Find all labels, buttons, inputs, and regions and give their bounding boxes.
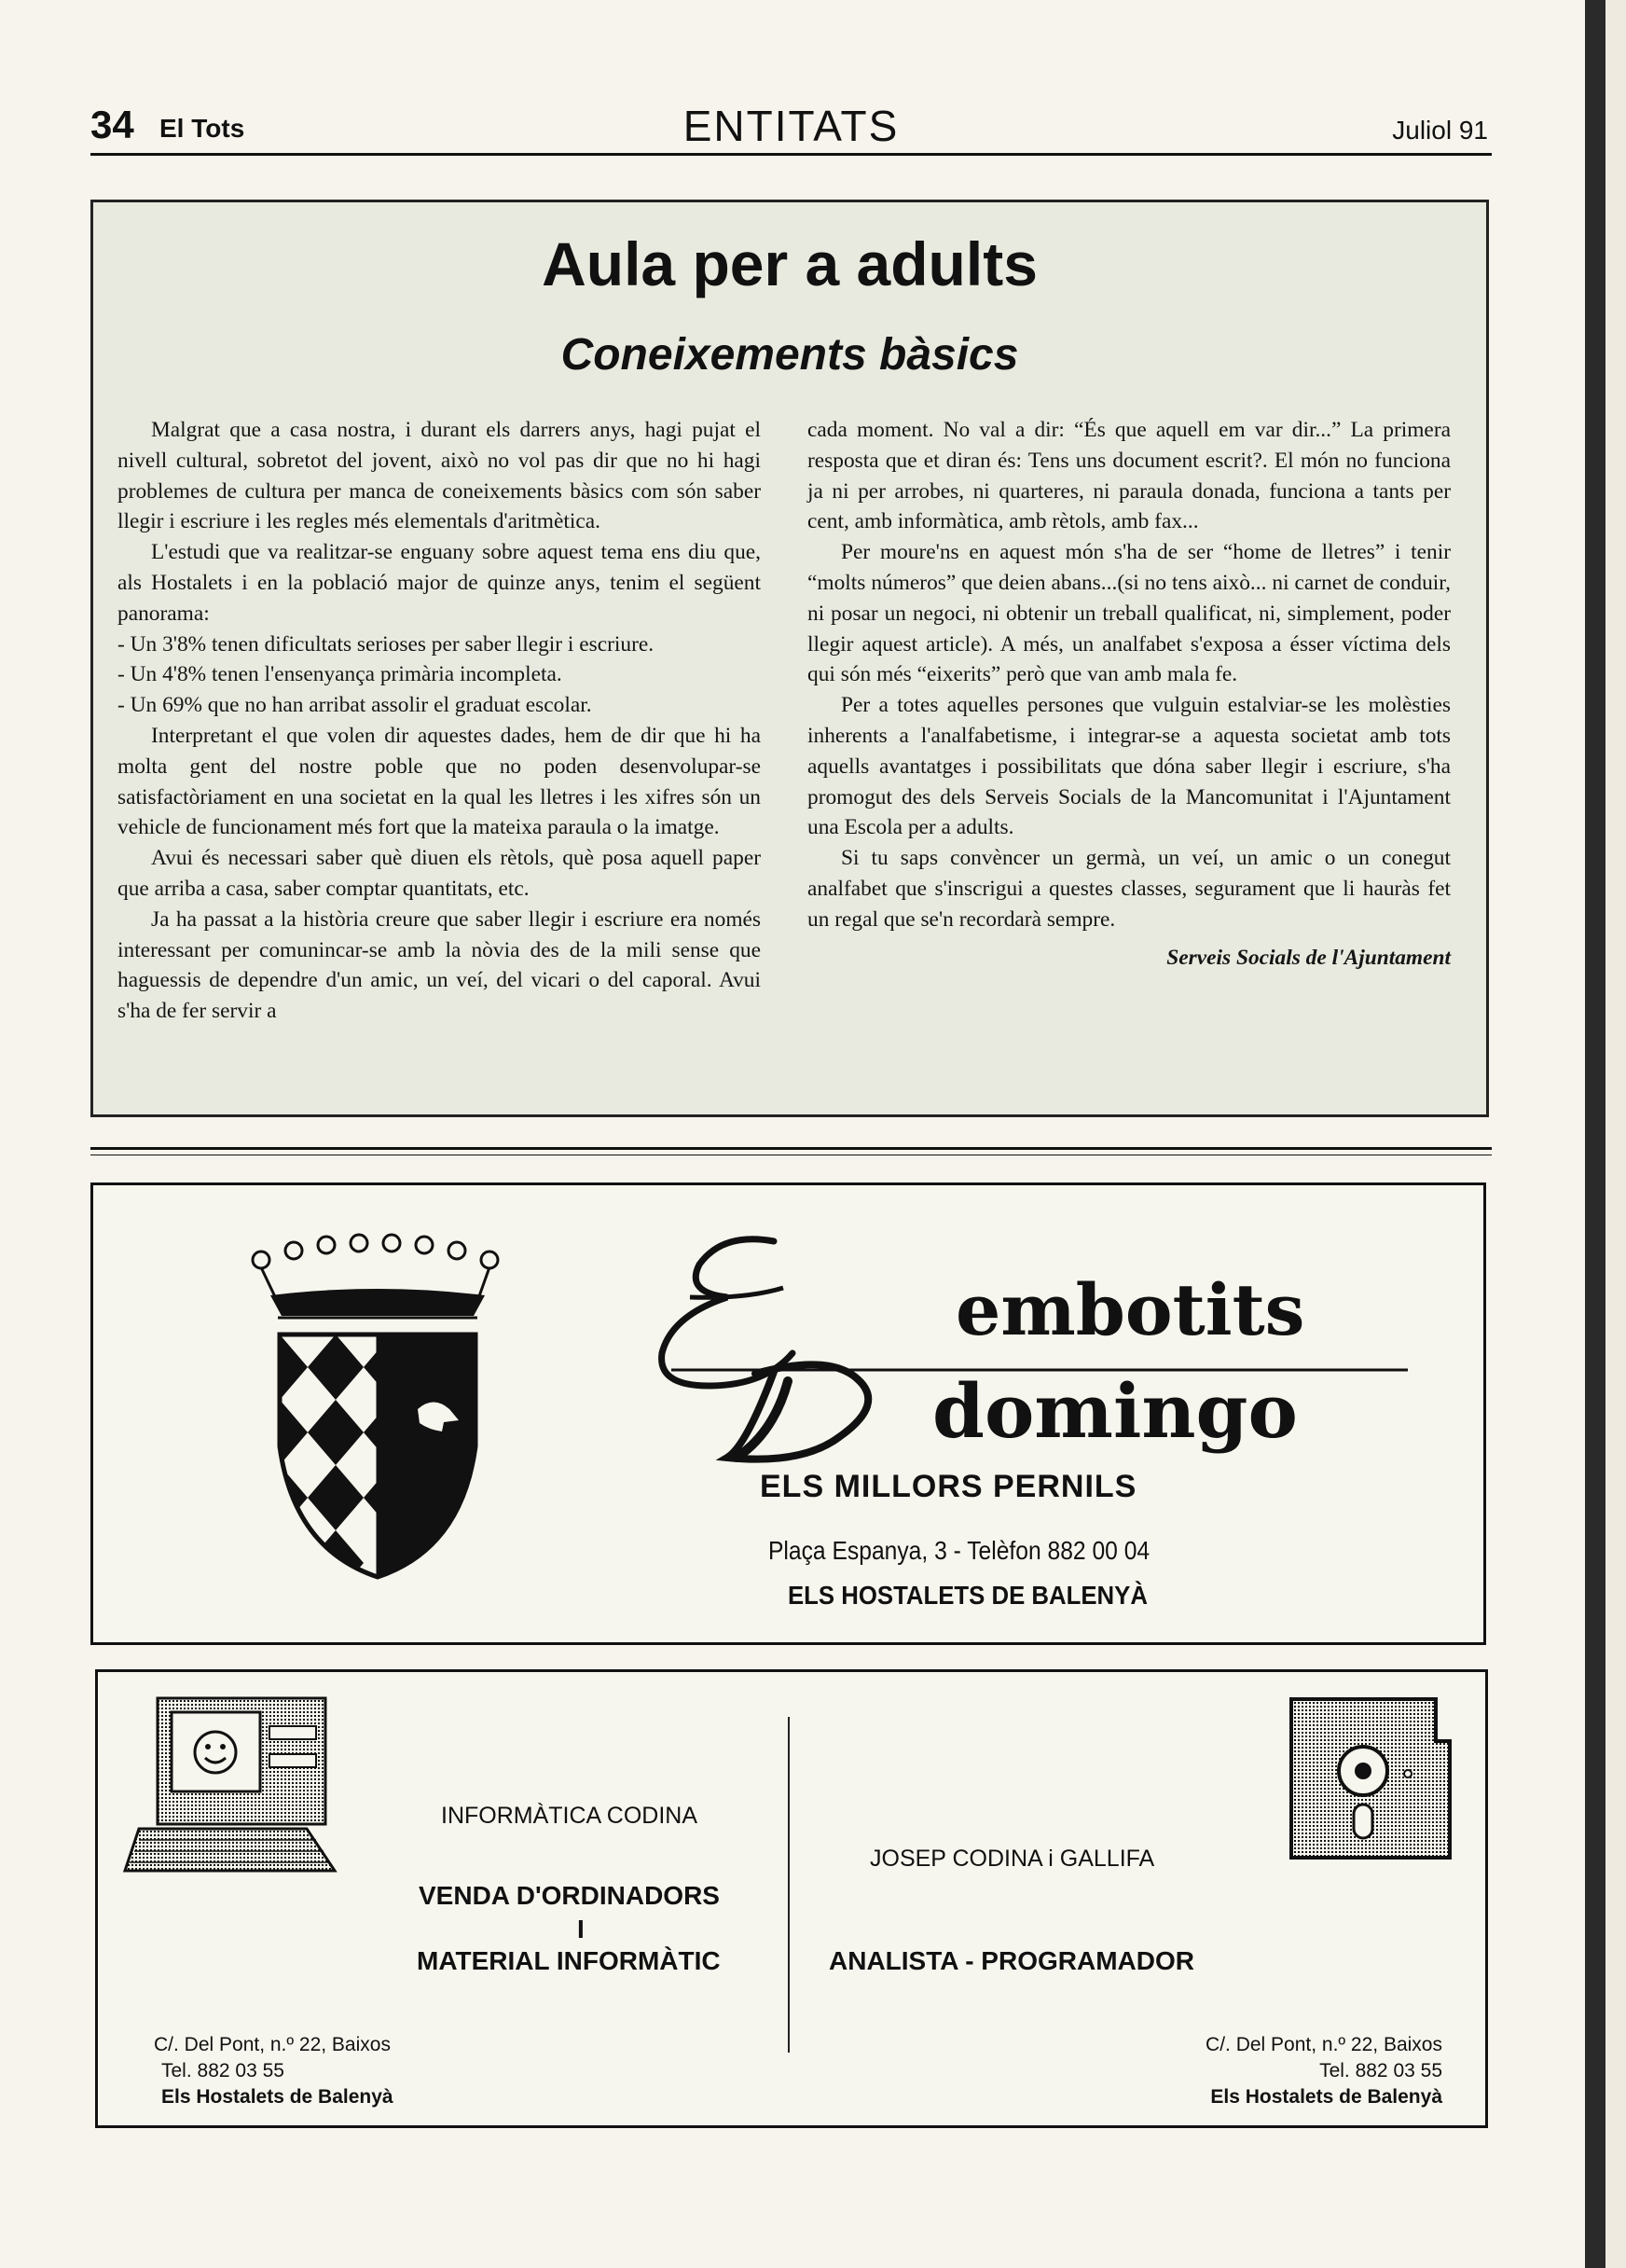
left-address: C/. Del Pont, n.º 22, Baixos [154, 2034, 391, 2055]
coat-of-arms-icon [242, 1232, 522, 1605]
article-paragraph: Interpretant el que volen dir aquestes dades, hem de dir que hi ha molta gent del nostre poble que no poden desenvolupar-se satisfactòriament en una societat en la qual les lletres i les xifres són un vehicle de funcionament més fort que la mateixa paraula o la imatge. [117, 723, 761, 840]
logo-word-domingo: domingo [932, 1367, 1298, 1455]
embotits-slogan: ELS MILLORS PERNILS [760, 1469, 1137, 1504]
right-phone: Tel. 882 03 55 [1319, 2060, 1442, 2081]
article-paragraph: Malgrat que a casa nostra, i durant els darrers anys, hagi pujat el nivell cultural, sobretot del jovent, això no vol pas dir que no hi hagi problemes de cultura per manca de coneixements bàsics com són saber llegir i escriure i les regles més elementals d'aritmètica. [117, 418, 761, 534]
article-paragraph: Ja ha passat a la història creure que saber llegir i escriure era només interessant per comunincar-se amb la nòvia des de la mili sense que haguessis de dependre d'un amic, un veí, del vicari o del caporal. Avui s'ha de fer servir a [117, 906, 761, 1024]
page-edge [1585, 0, 1626, 2268]
business-name: INFORMÀTICA CODINA [441, 1803, 698, 1829]
article-paragraph: L'estudi que va realitzar-se enguany sobre aquest tema ens diu que, als Hostalets i en la població major de quinze anys, tenim el següent panorama: [117, 540, 761, 626]
issue-date: Juliol 91 [1392, 116, 1488, 145]
article-paragraph: Per moure'ns en aquest món s'ha de ser “home de lletres” i tenir “molts números” que deien abans...(si no tens això... ni carnet de conduir, ni posar un negoci, ni obtenir un treball qualificat, ni, simplement, poder llegir aquest article). A més, un analfabet s'exposa a ésser víctima dels qui són més “eixerits” però que van amb mala fe. [807, 540, 1451, 687]
programmer-name: JOSEP CODINA i GALLIFA [870, 1846, 1155, 1872]
right-town: Els Hostalets de Balenyà [1210, 2086, 1442, 2108]
article-title: Aula per a adults [542, 229, 1038, 298]
right-address: C/. Del Pont, n.º 22, Baixos [1206, 2034, 1442, 2055]
embotits-town: ELS HOSTALETS DE BALENYÀ [788, 1581, 1148, 1610]
article-right-column [807, 415, 1451, 973]
article-box [90, 200, 1489, 1117]
logo-word-embotits: embotits [956, 1268, 1305, 1351]
divider-rule [90, 1147, 1492, 1150]
article-subtitle: Coneixements bàsics [560, 330, 1019, 380]
service-line-2: MATERIAL INFORMÀTIC [417, 1946, 721, 1975]
magazine-name: El Tots [159, 114, 245, 143]
service-connector: I [577, 1915, 585, 1943]
article-signature: Serveis Socials de l'Ajuntament [1166, 945, 1451, 970]
article-left-column [117, 415, 761, 1027]
service-line-1: VENDA D'ORDINADORS [419, 1881, 720, 1910]
left-phone: Tel. 882 03 55 [161, 2060, 284, 2081]
section-title: ENTITATS [682, 102, 900, 150]
page-number: 34 [90, 103, 134, 146]
embotits-address: Plaça Espanya, 3 - Telèfon 882 00 04 [768, 1536, 1151, 1565]
embotits-domingo-logo [634, 1213, 1436, 1493]
left-town: Els Hostalets de Balenyà [161, 2086, 393, 2108]
informatica-codina-ad [95, 1669, 1488, 2128]
computer-icon [120, 1689, 353, 1885]
article-list-item: - Un 69% que no han arribat assolir el graduat escolar. [117, 693, 592, 718]
page-header [90, 101, 1492, 156]
article-list-item: - Un 3'8% tenen dificultats serioses per saber llegir i escriure. [117, 631, 655, 657]
programmer-title: ANALISTA - PROGRAMADOR [829, 1946, 1194, 1975]
embotits-domingo-ad [90, 1182, 1486, 1645]
article-paragraph: cada moment. No val a dir: “És que aquell em var dir...” La primera resposta que et diran és: Tens uns document escrit?. El món no funciona ja ni per arrobes, ni quarteres, ni paraula donada, funciona a tants per cent, amb informàtica, amb rètols, amb fax... [807, 418, 1451, 534]
article-paragraph: Per a totes aquelles persones que vulguin estalviar-se les molèsties inherents a l'analfabetisme, i integrar-se a aquesta societat amb tots aquells avantatges i possibilitats que dóna saber llegir i escriure, s'ha promogut des dels Serveis Socials de la Mancomunitat i l'Ajuntament una Escola per a adults. [807, 693, 1451, 840]
article-paragraph: Avui és necessari saber què diuen els rètols, què posa aquell paper que arriba a casa, saber comptar quantitats, etc. [117, 846, 761, 901]
article-paragraph: Si tu saps convèncer un germà, un veí, un amic o un conegut analfabet que s'inscrigui a questes classes, segurament que li hauràs fet un regal que se'n recordarà sempre. [807, 846, 1451, 932]
floppy-disk-icon [1287, 1694, 1454, 1862]
ad-divider [788, 1717, 790, 2053]
article-list-item: - Un 4'8% tenen l'ensenyança primària incompleta. [117, 662, 562, 687]
